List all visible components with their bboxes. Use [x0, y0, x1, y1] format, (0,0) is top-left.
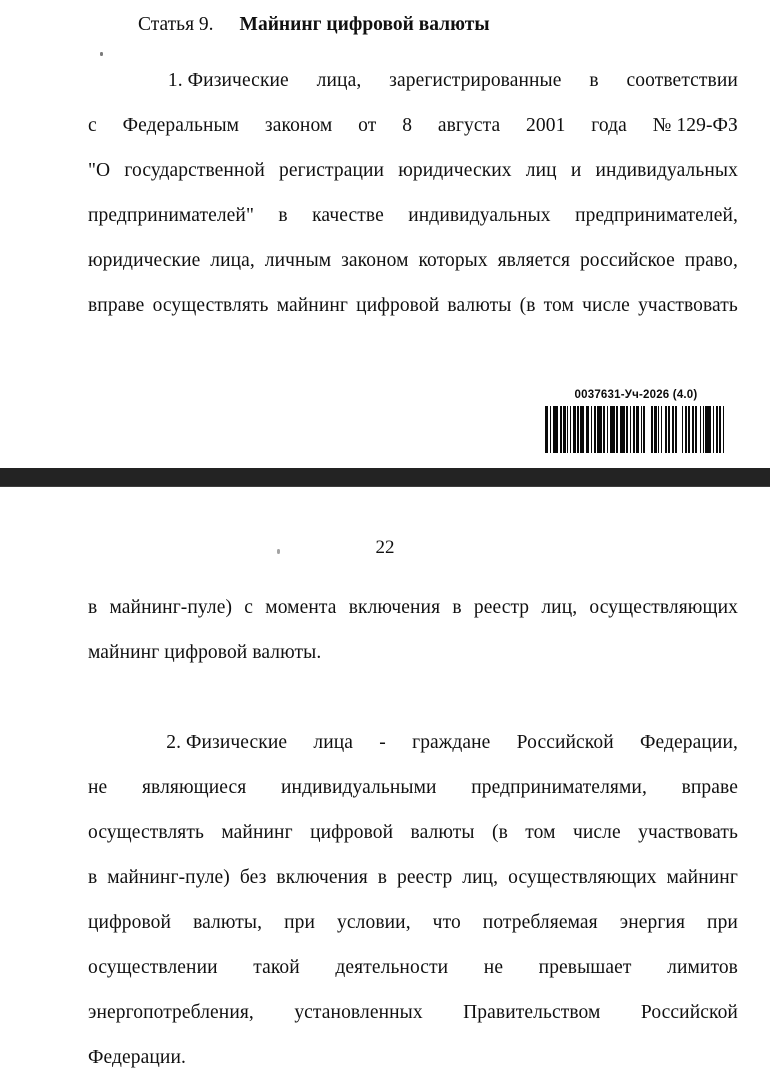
text-word: установленных — [294, 1002, 423, 1023]
text-word: являющиеся — [141, 777, 247, 798]
text-word: лиц, — [541, 597, 578, 618]
text-word: в — [452, 597, 462, 618]
text-word: осуществлять — [152, 295, 269, 316]
text-word: не — [88, 777, 108, 798]
text-word: государственной — [124, 160, 265, 181]
document-text-line — [88, 238, 738, 283]
text-word: вправе — [88, 295, 145, 316]
text-word: что — [432, 912, 461, 933]
text-word: юридические — [88, 250, 201, 271]
article-number-label: Статья 9. — [138, 14, 214, 35]
text-word: законом — [341, 250, 409, 271]
text-word: августа — [437, 115, 501, 136]
text-word: майнинг-пуле) — [109, 597, 233, 618]
text-word: граждане — [412, 732, 491, 753]
text-word: лиц — [525, 160, 557, 181]
document-text-line — [88, 765, 738, 810]
text-word: валюты — [447, 295, 512, 316]
text-word: № 129-ФЗ — [652, 115, 738, 136]
text-word: майнинг — [276, 295, 349, 316]
text-word: и — [570, 160, 582, 181]
text-word: энергия — [619, 912, 686, 933]
text-word: осуществлять — [88, 822, 204, 843]
text-word: в — [278, 205, 288, 226]
text-word: Российской — [516, 732, 614, 753]
page-one-body-text — [88, 58, 738, 328]
document-text-line — [88, 855, 738, 900]
document-text-line — [88, 900, 738, 945]
document-text-line — [88, 193, 738, 238]
text-word: при — [284, 912, 316, 933]
text-word: реестр — [397, 867, 453, 888]
text-word: осуществлении — [88, 957, 218, 978]
text-word: момента — [265, 597, 337, 618]
document-text-line — [88, 103, 738, 148]
scan-speck-artifact — [100, 52, 103, 56]
barcode-label: 0037631-Уч-2026 (4.0) — [574, 389, 698, 401]
text-word: 8 — [402, 115, 413, 136]
document-text-line — [88, 720, 738, 765]
text-word: в — [88, 867, 98, 888]
text-word: Правительством — [463, 1002, 601, 1023]
page-separator-band — [0, 468, 770, 486]
page-number: 22 — [375, 537, 395, 558]
text-word: 2001 — [526, 115, 566, 136]
page-two-body-text — [88, 585, 738, 1080]
scanned-page-one — [0, 0, 770, 468]
text-word: право, — [684, 250, 738, 271]
text-word: осуществляющих — [508, 867, 657, 888]
text-word: майнинг — [221, 822, 293, 843]
text-word: которых — [418, 250, 488, 271]
text-word: предпринимателей" — [88, 205, 255, 226]
text-word: не — [483, 957, 504, 978]
text-word: том — [525, 822, 556, 843]
text-word: условии, — [337, 912, 411, 933]
text-word: без — [239, 867, 267, 888]
text-word: числе — [572, 822, 621, 843]
article-title: Майнинг цифровой валюты — [239, 14, 490, 35]
text-word: зарегистрированные — [389, 70, 562, 91]
text-word: участвовать — [638, 822, 738, 843]
text-word: включения — [348, 597, 441, 618]
document-text-line: Федерации. — [88, 1047, 186, 1068]
article-heading — [138, 10, 490, 40]
text-word: том — [543, 295, 574, 316]
document-text-line — [88, 810, 738, 855]
text-word: майнинг-пуле) — [107, 867, 230, 888]
text-word: российское — [579, 250, 675, 271]
barcode-block — [545, 388, 727, 453]
text-word: 1. Физические — [167, 70, 289, 91]
text-word: законом — [264, 115, 333, 136]
text-word: 2. Физические — [166, 732, 288, 753]
text-word: соответствии — [626, 70, 738, 91]
text-word: личным — [264, 250, 332, 271]
text-word: Российской — [640, 1002, 738, 1023]
text-word: Федеральным — [122, 115, 240, 136]
text-word: регистрации — [278, 160, 385, 181]
document-text-line — [88, 945, 738, 990]
text-word: превышает — [538, 957, 632, 978]
barcode-image — [545, 406, 727, 453]
text-word: включения — [276, 867, 368, 888]
text-word: лимитов — [667, 957, 738, 978]
text-word: майнинг — [666, 867, 738, 888]
text-word: предпринимателями, — [471, 777, 647, 798]
document-text-line — [88, 585, 738, 630]
text-word: качестве — [312, 205, 384, 226]
text-word: реестр — [473, 597, 530, 618]
text-word: юридических — [398, 160, 512, 181]
text-word: - — [379, 732, 386, 753]
text-word: участвовать — [638, 295, 738, 316]
text-word: с — [88, 115, 97, 136]
document-text-line — [88, 283, 738, 328]
text-word: лиц, — [462, 867, 499, 888]
text-word: в — [589, 70, 599, 91]
text-word: является — [497, 250, 571, 271]
text-word: такой — [253, 957, 300, 978]
text-word: года — [591, 115, 627, 136]
text-word: числе — [582, 295, 630, 316]
text-word: цифровой — [310, 822, 394, 843]
scan-speck-artifact-two — [277, 549, 280, 554]
text-word: Федерации, — [639, 732, 738, 753]
text-word: цифровой — [88, 912, 172, 933]
text-word: с — [244, 597, 254, 618]
paragraph-gap — [88, 675, 738, 720]
document-text-line — [88, 58, 738, 103]
text-word: деятельности — [335, 957, 449, 978]
text-word: в — [88, 597, 98, 618]
text-word: (в — [491, 822, 508, 843]
text-word: энергопотребления, — [88, 1002, 254, 1023]
text-word: осуществляющих — [589, 597, 738, 618]
text-word: предпринимателей, — [575, 205, 738, 226]
text-word: в — [377, 867, 388, 888]
text-word: от — [358, 115, 377, 136]
document-text-line: майнинг цифровой валюты. — [88, 642, 322, 663]
text-word: при — [707, 912, 738, 933]
text-word: цифровой — [356, 295, 440, 316]
text-word: индивидуальных — [595, 160, 738, 181]
document-text-line — [88, 990, 738, 1035]
text-word: (в — [519, 295, 536, 316]
text-word: лица, — [210, 250, 255, 271]
text-word: "О — [88, 160, 111, 181]
text-word: индивидуальными — [281, 777, 437, 798]
text-word: лица, — [316, 70, 362, 91]
text-word: валюты, — [193, 912, 263, 933]
barcode-space — [724, 406, 727, 453]
document-text-line — [88, 148, 738, 193]
text-word: лица — [313, 732, 354, 753]
text-word: потребляемая — [482, 912, 598, 933]
text-word: валюты — [410, 822, 475, 843]
text-word: индивидуальных — [408, 205, 551, 226]
text-word: вправе — [681, 777, 738, 798]
